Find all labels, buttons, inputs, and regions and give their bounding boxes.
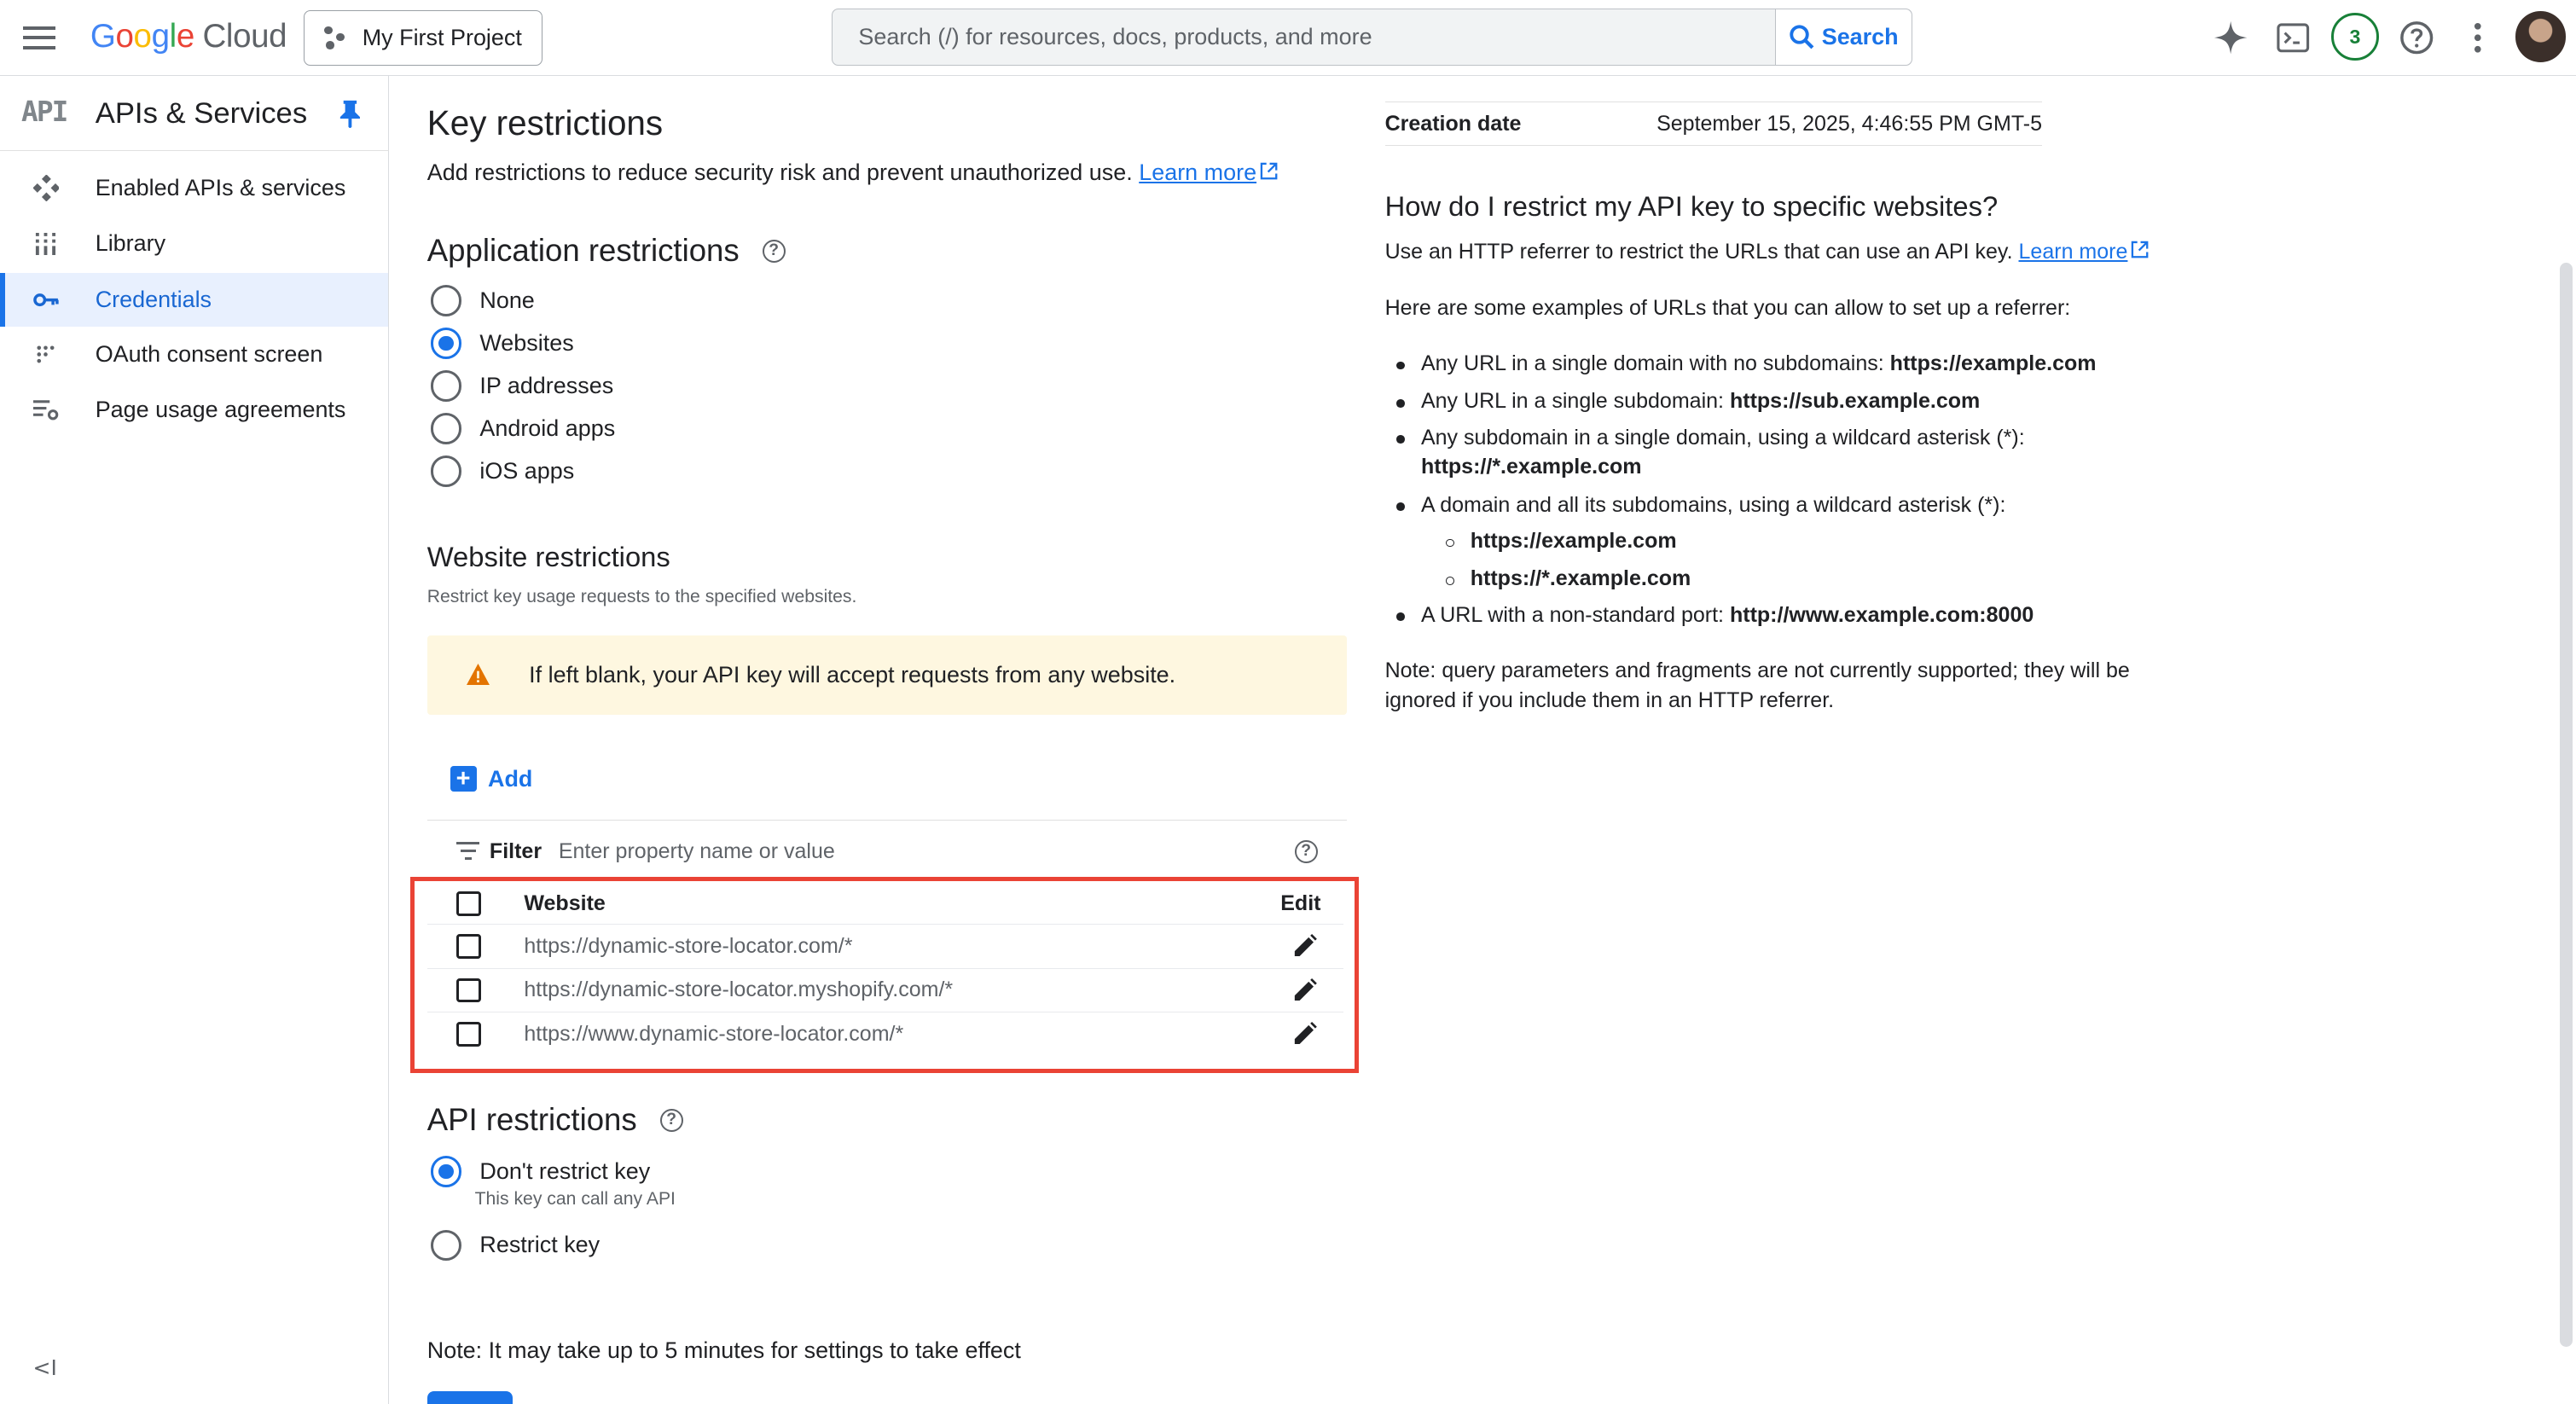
project-icon xyxy=(324,26,347,49)
cloud-shell-icon[interactable] xyxy=(2274,18,2313,57)
oauth-icon xyxy=(33,341,60,368)
row-checkbox[interactable] xyxy=(456,1022,481,1047)
list-item-text: A URL with a non-standard port: xyxy=(1420,602,1730,627)
project-picker-button[interactable] xyxy=(304,10,542,66)
list-item-url: http://www.example.com:8000 xyxy=(1729,602,2034,627)
help-icon[interactable] xyxy=(2397,18,2436,57)
sidebar-item-label: Library xyxy=(95,230,166,257)
sidebar-item-library[interactable] xyxy=(0,217,388,271)
website-url: https://www.dynamic-store-locator.com/* xyxy=(524,1022,904,1047)
google-cloud-logo[interactable] xyxy=(90,18,287,55)
list-item-url: https://*.example.com xyxy=(1470,566,1691,591)
table-header xyxy=(427,884,1344,925)
learn-more-label: Learn more xyxy=(1139,159,1257,185)
learn-more-label: Learn more xyxy=(2018,240,2128,264)
list-item xyxy=(1421,351,2097,376)
website-restrictions-heading xyxy=(427,541,670,573)
open-in-new-icon xyxy=(1260,162,1278,180)
column-header-website: Website xyxy=(524,891,606,916)
list-item xyxy=(1421,389,1980,414)
hub-icon xyxy=(33,175,60,201)
search-button[interactable] xyxy=(1775,9,1912,65)
radio-button[interactable] xyxy=(431,285,462,316)
help-question: How do I restrict my API key to specific websites? xyxy=(1384,190,1999,223)
description-text: Add restrictions to reduce security risk and prevent unauthorized use. xyxy=(426,159,1133,185)
radio-label: iOS apps xyxy=(479,458,575,484)
api-restrictions-heading xyxy=(427,1102,683,1138)
table-row xyxy=(427,969,1344,1012)
help-icon[interactable]: ? xyxy=(660,1109,683,1132)
radio-button[interactable] xyxy=(431,370,462,402)
creation-date-row xyxy=(1385,102,2042,146)
table-row xyxy=(427,1012,1344,1056)
avatar[interactable] xyxy=(2515,11,2567,62)
library-icon xyxy=(33,231,60,258)
website-table xyxy=(427,884,1344,1056)
column-header-edit: Edit xyxy=(1280,891,1321,916)
radio-label: Don't restrict key xyxy=(479,1157,651,1184)
pin-icon[interactable] xyxy=(337,99,363,129)
sidebar-header xyxy=(0,76,389,152)
more-vert-icon[interactable] xyxy=(2457,18,2497,57)
help-note-line-1: Note: query parameters and fragments are not currently supported; they will be xyxy=(1384,658,2130,683)
warning-icon xyxy=(467,664,490,685)
scrollbar[interactable] xyxy=(2560,263,2573,1347)
collapse-sidebar-icon[interactable]: <I xyxy=(32,1355,57,1380)
add-icon: + xyxy=(450,766,477,792)
filter-bar xyxy=(427,820,1348,882)
logo-cloud: Cloud xyxy=(202,18,287,55)
list-item-text: Any subdomain in a single domain, using a wildcard asterisk (*): xyxy=(1420,425,2025,450)
radio-android-apps[interactable] xyxy=(431,410,616,446)
website-restrictions-description: Restrict key usage requests to the specified websites. xyxy=(426,586,857,606)
table-row xyxy=(427,925,1344,968)
menu-icon[interactable] xyxy=(21,20,57,55)
sidebar-item-page-usage[interactable] xyxy=(0,383,388,438)
sidebar-item-label: Enabled APIs & services xyxy=(95,175,346,200)
sidebar xyxy=(0,76,389,1404)
radio-label: IP addresses xyxy=(479,373,614,399)
logo-google: Google xyxy=(90,18,194,55)
filter-help-icon[interactable]: ? xyxy=(1295,840,1318,863)
settings-note: Note: It may take up to 5 minutes for settings to take effect xyxy=(426,1337,1021,1363)
sidebar-title: APIs & Services xyxy=(95,96,308,130)
api-logo-icon: API xyxy=(21,95,67,128)
sidebar-item-label: OAuth consent screen xyxy=(95,340,323,367)
radio-button[interactable] xyxy=(431,455,462,487)
warning-banner xyxy=(427,635,1348,714)
list-item-url: https://example.com xyxy=(1889,351,2097,376)
settings-list-icon xyxy=(33,397,60,423)
website-url: https://dynamic-store-locator.com/* xyxy=(524,934,853,959)
api-restrictions-title: API restrictions xyxy=(426,1102,637,1138)
radio-label: None xyxy=(479,287,535,313)
open-in-new-icon xyxy=(2131,241,2149,258)
top-bar xyxy=(0,0,2576,76)
sidebar-item-label: Credentials xyxy=(95,286,212,312)
list-item xyxy=(1421,493,2005,518)
page-description xyxy=(427,160,1278,186)
radio-button-selected[interactable] xyxy=(431,1156,462,1187)
learn-more-link[interactable] xyxy=(2019,240,2128,264)
radio-label: Android apps xyxy=(479,415,616,442)
sidebar-item-label: Page usage agreements xyxy=(95,397,346,423)
warning-text: If left blank, your API key will accept requests from any website. xyxy=(529,662,1176,688)
edit-icon[interactable] xyxy=(1291,1021,1318,1047)
help-intro-text: Use an HTTP referrer to restrict the URLs that can use an API key. xyxy=(1384,240,2013,264)
main-content xyxy=(391,76,2576,1404)
list-item-url: https://example.com xyxy=(1470,529,1677,554)
search-bar xyxy=(832,9,1912,66)
list-subitem xyxy=(1471,566,1691,591)
page-title: Key restrictions xyxy=(426,103,664,143)
add-website-button[interactable] xyxy=(450,766,533,792)
list-item xyxy=(1421,426,2025,450)
radio-label: Restrict key xyxy=(479,1232,600,1258)
help-note-line-2: ignored if you include them in an HTTP referrer. xyxy=(1384,687,1835,712)
filter-icon xyxy=(456,842,479,862)
radio-button[interactable] xyxy=(431,413,462,444)
row-checkbox[interactable] xyxy=(456,934,481,959)
sidebar-item-enabled-apis[interactable] xyxy=(0,161,388,216)
search-icon xyxy=(1789,24,1815,50)
select-all-checkbox[interactable] xyxy=(456,891,481,916)
website-url: https://dynamic-store-locator.myshopify.com/* xyxy=(524,978,954,1002)
list-item-continued xyxy=(1421,455,1642,479)
list-item-text: A domain and all its subdomains, using a wildcard asterisk (*): xyxy=(1420,492,2006,517)
save-button[interactable] xyxy=(427,1391,513,1404)
application-restrictions-heading xyxy=(427,233,786,269)
learn-more-link[interactable] xyxy=(1139,160,1256,185)
radio-button[interactable] xyxy=(431,1230,462,1262)
radio-label: Websites xyxy=(479,330,574,357)
dont-restrict-sublabel: This key can call any API xyxy=(474,1189,676,1210)
radio-restrict-key[interactable] xyxy=(431,1227,600,1263)
list-item-text: Any URL in a single domain with no subdomains: xyxy=(1420,351,1890,376)
website-restrictions-title: Website restrictions xyxy=(426,540,670,572)
search-button-label: Search xyxy=(1821,23,1899,49)
filter-input[interactable] xyxy=(559,839,1183,864)
filter-label: Filter xyxy=(489,838,542,863)
radio-ip-addresses[interactable] xyxy=(431,368,614,403)
help-icon[interactable]: ? xyxy=(763,240,786,263)
row-checkbox[interactable] xyxy=(456,978,481,1003)
radio-none[interactable] xyxy=(431,282,535,318)
list-item-url: https://sub.example.com xyxy=(1729,389,1981,414)
edit-icon[interactable] xyxy=(1291,933,1318,960)
edit-icon[interactable] xyxy=(1291,978,1318,1004)
radio-button-selected[interactable] xyxy=(431,328,462,359)
gemini-icon[interactable] xyxy=(2211,18,2250,57)
application-restrictions-title: Application restrictions xyxy=(426,233,740,269)
sidebar-item-oauth-consent[interactable] xyxy=(0,327,388,381)
radio-dont-restrict[interactable] xyxy=(431,1153,651,1189)
key-icon xyxy=(33,287,60,313)
radio-websites[interactable] xyxy=(431,325,574,361)
add-label: Add xyxy=(487,765,533,792)
creation-date-label: Creation date xyxy=(1384,111,1522,136)
list-item-text: Any URL in a single subdomain: xyxy=(1420,389,1730,414)
creation-date-value: September 15, 2025, 4:46:55 PM GMT-5 xyxy=(1656,111,2042,136)
examples-intro: Here are some examples of URLs that you can allow to set up a referrer: xyxy=(1384,295,2071,320)
help-intro xyxy=(1385,240,2150,264)
search-input[interactable] xyxy=(833,9,1775,65)
radio-ios-apps[interactable] xyxy=(431,454,575,490)
list-item-url: https://*.example.com xyxy=(1420,455,1642,479)
list-subitem xyxy=(1471,529,1677,554)
sidebar-item-credentials[interactable] xyxy=(0,273,388,328)
project-name: My First Project xyxy=(362,24,522,50)
notifications-badge[interactable]: 3 xyxy=(2331,13,2379,61)
list-item xyxy=(1421,603,2034,628)
